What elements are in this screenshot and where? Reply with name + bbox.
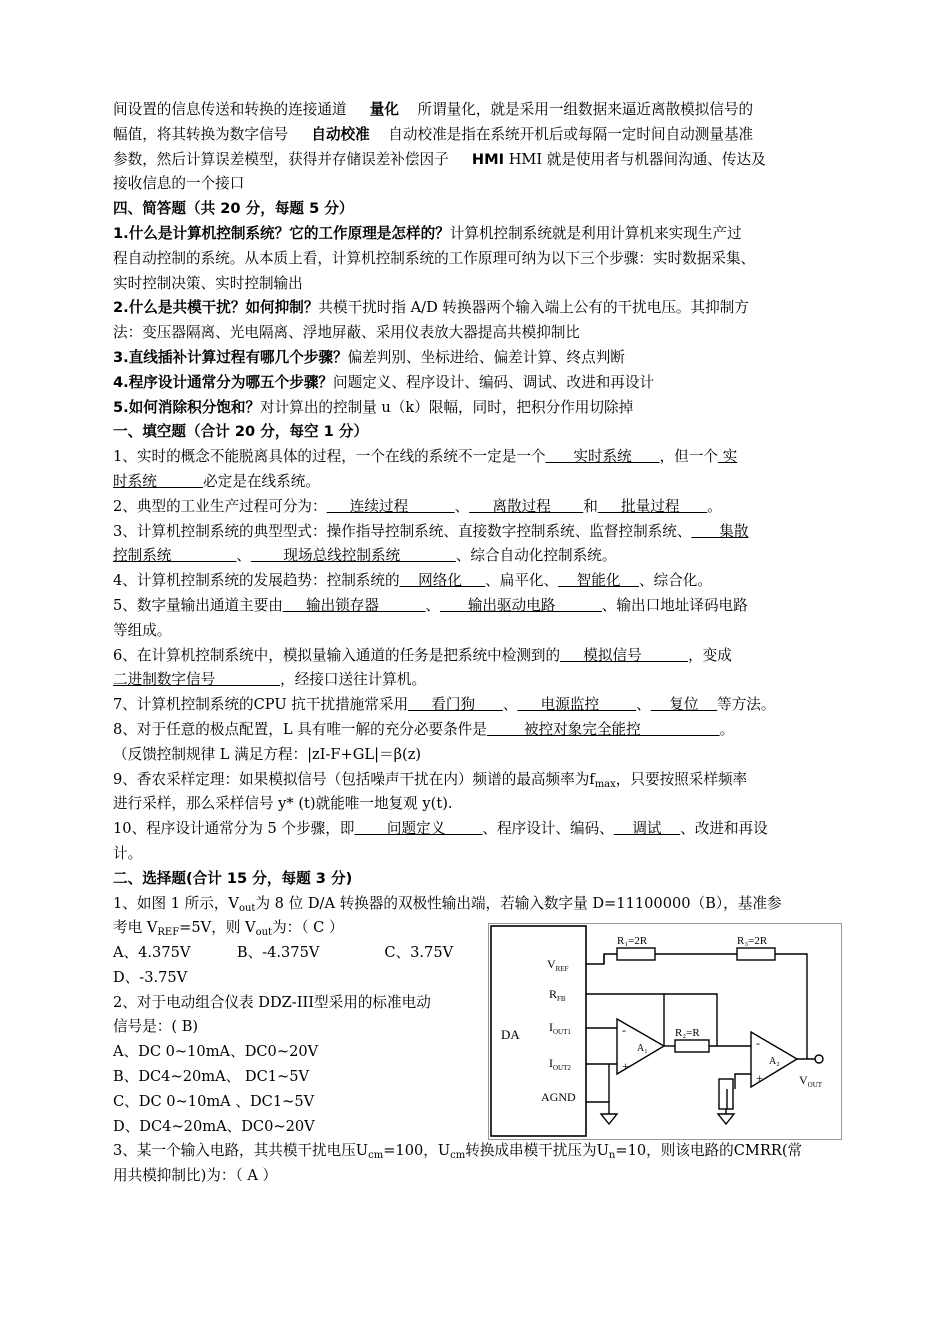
- fill-item-4: 4、计算机控制系统的发展趋势：控制系统的 网络化 、扁平化、 智能化 、综合化。: [113, 572, 712, 590]
- choice-2: 2、对于电动组合仪表 DDZ-III型采用的标准电动 信号是：( B): [113, 993, 431, 1036]
- fill-item-7: 7、计算机控制系统的CPU 抗干扰措施常采用 看门狗 、 电源监控 、 复位 等方法。: [113, 696, 776, 714]
- resistor-r1: [617, 948, 655, 960]
- choice-1: 1、如图 1 所示，$V_{out}$为 8 位 D/A 转换器的双极性输出端，若输入数字量 D=11100000（B），基准参 考电 $V_{REF}=5V$，则 $V_{out}$为：（ C ）: [113, 894, 782, 939]
- short-answer-4: 4.程序设计通常分为哪五个步骤？问题定义、程序设计、编码、调试、改进和再设计: [113, 373, 655, 391]
- output-terminal: [815, 1055, 823, 1063]
- term-hmi: HMI: [471, 150, 505, 168]
- ground-symbol-2: [718, 1114, 734, 1124]
- da-converter-circuit-figure: [488, 923, 842, 1140]
- r3-label: R₃=2R: [737, 935, 768, 947]
- circuit-diagram: [489, 924, 841, 1139]
- fill-item-3: 3、计算机控制系统的典型型式：操作指导控制系统、直接数字控制系统、监督控制系统、 集散 控制系统 、 现场总线控制系统 、综合自动化控制系统。: [113, 522, 749, 565]
- svg-text:+: +: [622, 1059, 629, 1073]
- short-answer-5: 5.如何消除积分饱和？对计算出的控制量 u（k）限幅，同时，把积分作用切除掉: [113, 398, 634, 416]
- choice-2-option-c: C、DC 0~10mA 、DC1~5V: [113, 1092, 315, 1110]
- section-heading-fill-blank: 一、填空题（合计 20 分，每空 1 分）: [113, 423, 369, 441]
- svg-text:+: +: [756, 1071, 763, 1085]
- choice-2-option-d: D、DC4~20mA、DC0~20V: [113, 1117, 315, 1135]
- iout1-label: $I_{OUT1}$: [549, 1020, 571, 1036]
- agnd-label: AGND: [541, 1090, 576, 1104]
- top-paragraph: 间设置的信息传送和转换的连接通道 量化 所谓量化，就是采用一组数据来逼近离散模拟信号的 幅值，将其转换为数字信号 自动校准 自动校准是指在系统开机后或每隔一定时间自动测量基准 参数，然后计算误差模型，获得并存储误差补偿因子 HMI HMI 就是使用者与机器间沟通、传达及 接收信息的一个接口: [113, 101, 766, 193]
- fill-item-9: 9、香农采样定理：如果模拟信号（包括噪声干扰在内）频谱的最高频率为$f_{max}$，只要按照采样频率 进行采样，那么采样信号 y* (t)就能唯一地复观 y(t).: [113, 770, 748, 813]
- term-auto-calibration: 自动校准: [311, 125, 370, 143]
- r1-label: R₁=2R: [617, 935, 648, 947]
- ground-symbol-1: [601, 1114, 617, 1124]
- resistor-r3: [737, 948, 775, 960]
- short-answer-1: 1.什么是计算机控制系统？它的工作原理是怎样的？计算机控制系统就是利用计算机来实现生产过 程自动控制的系统。从本质上看，计算机控制系统的工作原理可纳为以下三个步骤：实时数据采集、 实时控制决策、实时控制输出: [113, 224, 756, 292]
- choice-3: 3、某一个输入电路，其共模干扰电压$U_{cm}=100$，$U_{cm}$转换成串模干扰压为$U_n=10$，则该电路的CMRR(常 用共模抑制比)为：（ A ）: [113, 1142, 803, 1185]
- fill-item-2: 2、典型的工业生产过程可分为： 连续过程 、 离散过程 和 批量过程 。: [113, 497, 722, 515]
- iout2-label: $I_{OUT2}$: [549, 1056, 571, 1072]
- fill-item-10: 10、程序设计通常分为 5 个步骤，即 问题定义 、程序设计、编码、 调试 、改进和再设 计。: [113, 820, 768, 862]
- svg-text:-: -: [756, 1036, 760, 1050]
- choice-1-option-d: D、-3.75V: [113, 968, 188, 986]
- r2-label: R₂=R: [675, 1027, 700, 1039]
- document-page: [113, 98, 840, 1189]
- da-label: DA: [501, 1027, 520, 1042]
- term-quantization: 量化: [369, 101, 399, 118]
- vref-label: $V_{REF}$: [547, 957, 569, 973]
- vout-label: $V_{OUT}$: [799, 1073, 823, 1089]
- choice-2-option-a: A、DC 0~10mA、DC0~20V: [113, 1043, 319, 1061]
- section-heading-short-answer: 四、简答题（共 20 分，每题 5 分）: [113, 200, 354, 218]
- fill-item-1: 1、实时的概念不能脱离具体的过程，一个在线的系统不一定是一个 实时系统 ，但一个 实 时系统 必定是在线系统。: [113, 448, 738, 490]
- short-answer-3: 3.直线插补计算过程有哪几个步骤？偏差判别、坐标进给、偏差计算、终点判断: [113, 348, 625, 366]
- fill-item-6: 6、在计算机控制系统中，模拟量输入通道的任务是把系统中检测到的 模拟信号 ，变成 二进制数字信号 ，经接口送往计算机。: [113, 646, 732, 689]
- a1-label: A₁: [637, 1043, 648, 1054]
- svg-text:-: -: [622, 1023, 626, 1037]
- fill-item-5: 5、数字量输出通道主要由 输出锁存器 、 输出驱动电路 、输出口地址译码电路 等组成。: [113, 596, 748, 639]
- fill-item-8: 8、对于任意的极点配置，L 具有唯一解的充分必要条件是 被控对象完全能控 。 （反馈控制规律 L 满足方程：|zI-F+GL|＝β(z): [113, 720, 735, 763]
- rfb-label: $R_{FB}$: [549, 987, 566, 1003]
- choice-2-option-b: B、DC4~20mA、 DC1~5V: [113, 1068, 310, 1086]
- short-answer-2: 2.什么是共模干扰？如何抑制？共模干扰时指 A/D 转换器两个输入端上公有的干扰电压。其抑制方 法：变压器隔离、光电隔离、浮地屏蔽、采用仪表放大器提高共模抑制比: [113, 299, 749, 342]
- a2-label: A₂: [769, 1056, 780, 1067]
- resistor-r2: [675, 1040, 709, 1052]
- section-heading-multiple-choice: 二、选择题(合计 15 分，每题 3 分): [113, 869, 353, 887]
- choice-1-options: A、4.375V B、-4.375V C、3.75V: [113, 944, 454, 962]
